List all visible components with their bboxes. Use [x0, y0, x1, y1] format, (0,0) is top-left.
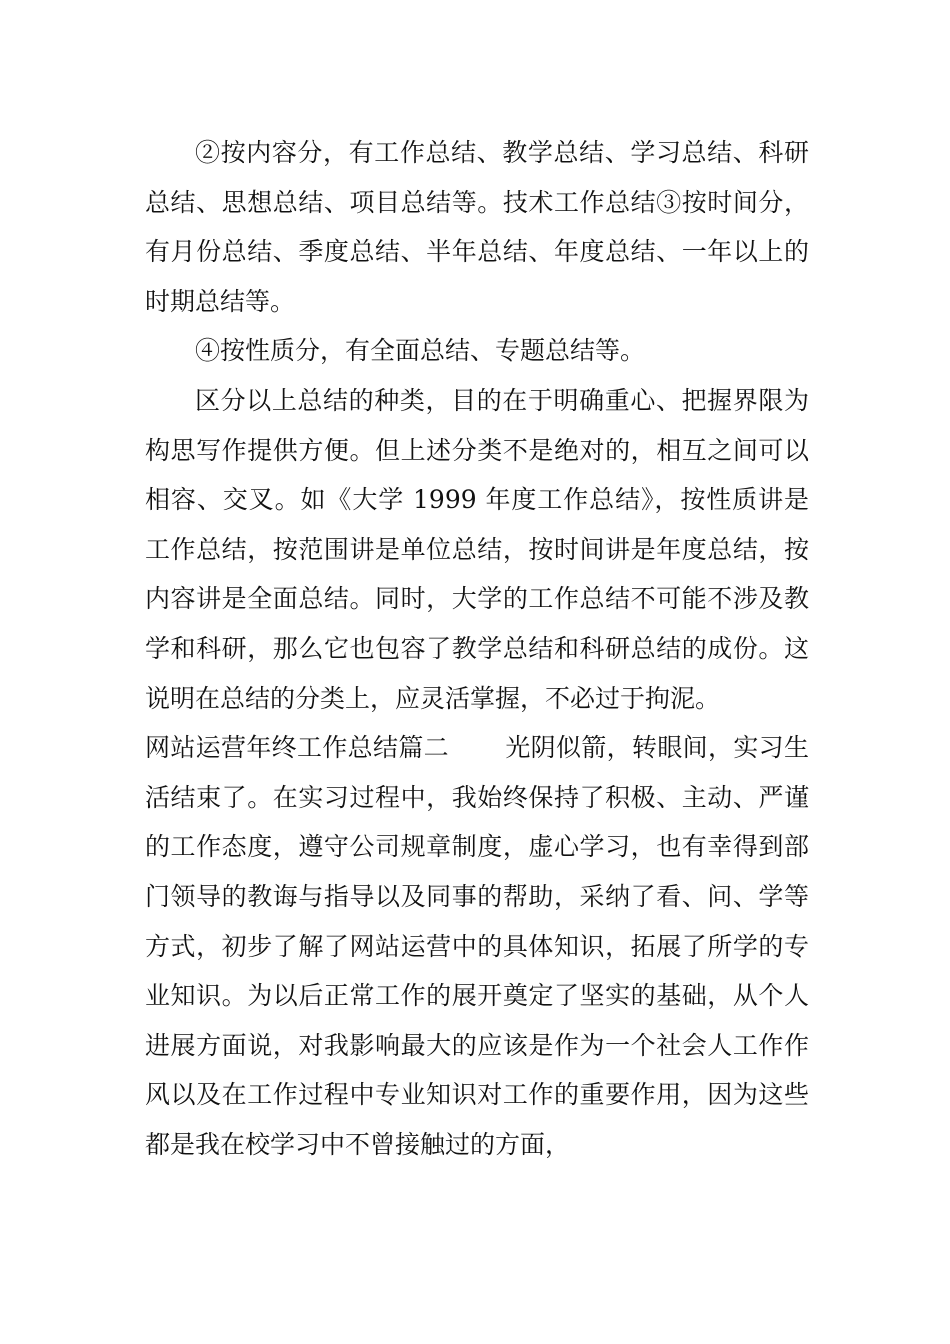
- paragraph-classification-note: 区分以上总结的种类，目的在于明确重心、把握界限为构思写作提供方便。但上述分类不是绝对的，相互之间可以相容、交叉。如《大学 1999 年度工作总结》，按性质讲是工作总结，按范围讲是单位总结，按时间讲是年度总结，按内容讲是全面总结。同时，大学的工作总结不可能不涉及教学和科研，那么它也包容了教学总结和科研总结的成份。这说明在总结的分类上，应灵活掌握，不必过于拘泥。: [145, 385, 809, 713]
- section-body: 光阴似箭，转眼间，实习生活结束了。在实习过程中，我始终保持了积极、主动、严谨的工作态度，遵守公司规章制度，虚心学习，也有幸得到部门领导的教诲与指导以及同事的帮助，采纳了看、问、学等方式，初步了解了网站运营中的具体知识，拓展了所学的专业知识。为以后正常工作的展开奠定了坚实的基础，从个人进展方面说，对我影响最大的应该是作为一个社会人工作作风以及在工作过程中专业知识对工作的重要作用，因为这些都是我在校学习中不曾接触过的方面，: [145, 733, 809, 1159]
- paragraph-nature-type: ④按性质分，有全面总结、专题总结等。: [195, 336, 646, 366]
- section-two: [145, 723, 809, 1169]
- document-body: [145, 128, 809, 1169]
- paragraph-content-type: ②按内容分，有工作总结、教学总结、学习总结、科研总结、思想总结、项目总结等。技术工作总结③按时间分，有月份总结、季度总结、半年总结、年度总结、一年以上的时期总结等。: [145, 138, 809, 316]
- section-title: 网站运营年终工作总结篇二: [145, 733, 449, 763]
